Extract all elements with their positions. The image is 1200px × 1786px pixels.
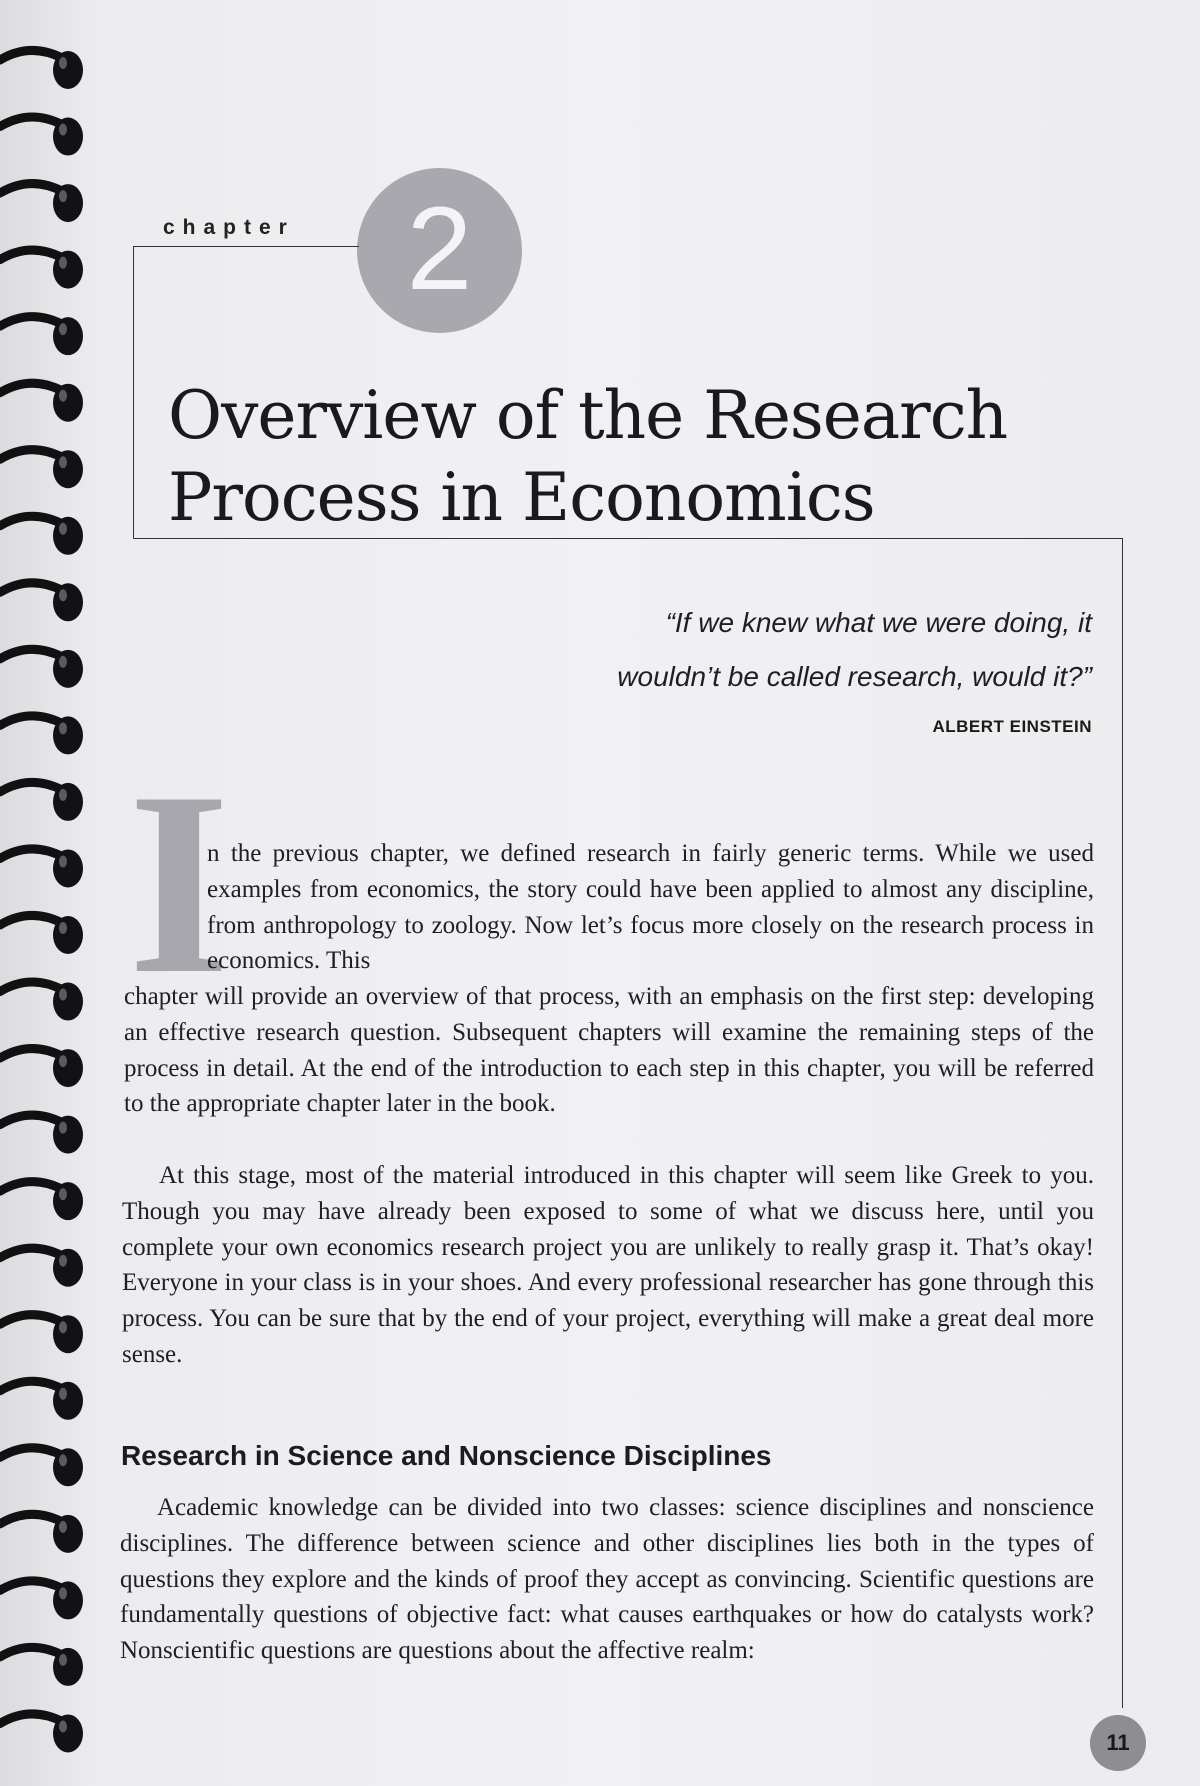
paragraph-1-opening: n the previous chapter, we defined research in fairly generic terms. While we used examples from economics, the story could have been applied to almost any discipline, from anthropology to zoology. Now let’s focus more closely on the research process in economics. This — [207, 840, 1094, 975]
spiral-coil-icon — [0, 649, 83, 688]
spiral-coil-icon — [0, 250, 83, 289]
paragraph-1-continued: chapter will provide an overview of that process, with an emphasis on the first step: developing an effective research question. Subsequent chapters will examine the remaining steps of the process in detail. At the end of the introduction to each step in this chapter, you will be referred to the appropriate chapter later in the book. — [124, 983, 1094, 1118]
spiral-coil-icon — [0, 516, 83, 555]
spiral-coil-icon — [0, 982, 83, 1021]
spiral-coil-icon — [0, 716, 83, 755]
spiral-coil-icon — [0, 1381, 83, 1420]
spiral-coil-icon — [0, 583, 83, 622]
chapter-number: 2 — [406, 182, 473, 315]
epigraph-quote — [440, 596, 1092, 704]
epigraph-author: ALBERT EINSTEIN — [932, 717, 1092, 736]
spiral-coil-icon — [0, 1714, 83, 1753]
chapter-label: chapter — [163, 216, 295, 239]
chapter-title-line-1: Overview of the Research — [168, 377, 1008, 454]
paragraph-3: Academic knowledge can be divided into two classes: science disciplines and nonscience disciplines. The difference between science and other disciplines lies both in the types of questions they explore and the kinds of proof they accept as convincing. Scientific questions are fundamentally questions of objective fact: what causes earthquakes or how do catalysts work? Nonscientific questions are questions about the affective realm: — [120, 1494, 1094, 1665]
spiral-coil-icon — [0, 450, 83, 489]
spiral-coil-icon — [0, 50, 83, 89]
page-number-badge: 11 — [1090, 1715, 1146, 1771]
spiral-coil-icon — [0, 117, 83, 156]
spiral-coil-icon — [0, 1115, 83, 1154]
epigraph-line-1: “If we knew what we were doing, it — [665, 607, 1092, 638]
section-heading: Research in Science and Nonscience Disciplines — [121, 1440, 772, 1471]
spiral-coil-icon — [0, 1581, 83, 1620]
frame-rule-top — [133, 246, 359, 247]
drop-cap: I — [128, 738, 230, 1028]
spiral-coil-icon — [0, 383, 83, 422]
spiral-coil-icon — [0, 1182, 83, 1221]
paragraph-2: At this stage, most of the material introduced in this chapter will seem like Greek to you. Though you may have already been exposed to some of what we discuss here, until you complete your own economics research project you are unlikely to really grasp it. That’s okay! Everyone in your class is in your shoes. And every professional researcher has gone through this process. You can be sure that by the end of your project, everything will make a great deal more sense. — [122, 1162, 1094, 1368]
spiral-coil-icon — [0, 317, 83, 356]
frame-rule-left — [133, 246, 134, 538]
spiral-coil-icon — [0, 1049, 83, 1088]
spiral-binding — [0, 30, 90, 1760]
spiral-coil-icon — [0, 1514, 83, 1553]
spiral-coil-icon — [0, 184, 83, 223]
spiral-coil-icon — [0, 849, 83, 888]
spiral-coil-icon — [0, 915, 83, 954]
spiral-coil-icon — [0, 1448, 83, 1487]
spiral-coil-icon — [0, 782, 83, 821]
chapter-title — [168, 375, 1128, 539]
epigraph-line-2: wouldn’t be called research, would it?” — [617, 661, 1092, 692]
spiral-coil-icon — [0, 1647, 83, 1686]
chapter-number-circle — [357, 168, 522, 333]
spiral-coil-icon — [0, 1315, 83, 1354]
chapter-title-line-2: Process in Economics — [168, 459, 875, 536]
frame-rule-right — [1122, 538, 1123, 1708]
spiral-coil-icon — [0, 1248, 83, 1287]
